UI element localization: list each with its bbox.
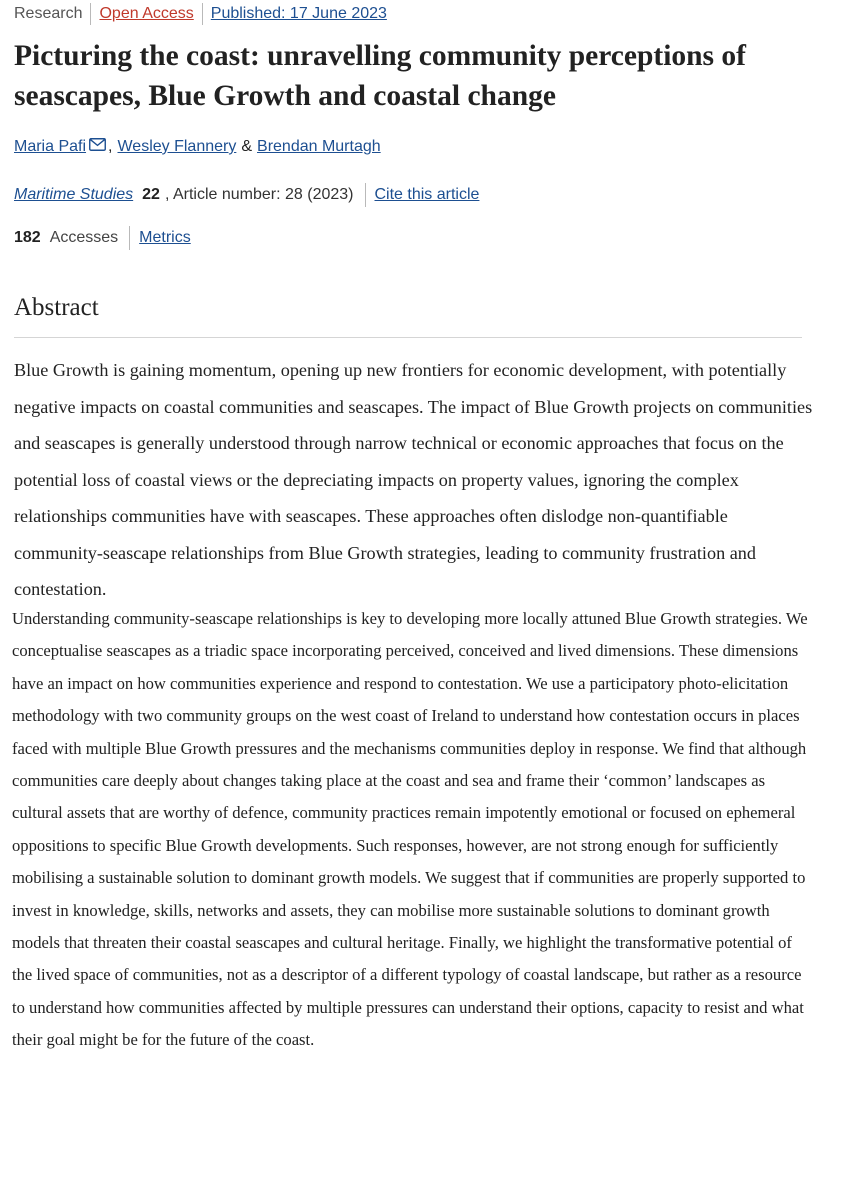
mail-icon[interactable] (89, 138, 106, 156)
metrics-line (14, 227, 191, 249)
author-ampersand: & (241, 138, 253, 155)
author-list (14, 138, 381, 156)
metrics-link[interactable]: Metrics (139, 229, 191, 246)
access-count: 182 (14, 229, 41, 246)
abstract-paragraph: Blue Growth is gaining momentum, opening up new frontiers for economic development, with potentially negative impacts on coastal communities and seascapes. The impact of Blue Growth projects on communities and seascapes is generally understood through narrow technical or economic approaches that focus on the potential loss of coastal views or the depreciating impacts on property values, ignoring the complex relationships communities have with seascapes. These approaches often dislodge non-quantifiable community-seascape relationships from Blue Growth strategies, leading to community frustration and contestation. (14, 360, 813, 599)
meta-divider (202, 3, 203, 25)
author-link[interactable]: Maria Pafi (14, 138, 87, 155)
metrics-divider (129, 226, 130, 250)
abstract-heading: Abstract (14, 294, 99, 321)
citation-line (14, 184, 479, 206)
meta-divider (90, 3, 91, 25)
open-access-link[interactable]: Open Access (99, 5, 194, 22)
author-link[interactable]: Brendan Murtagh (257, 138, 381, 155)
citation-divider (365, 183, 366, 207)
author-link[interactable]: Wesley Flannery (117, 138, 237, 155)
article-meta (14, 3, 387, 25)
author-separator: , (108, 138, 113, 155)
article-title: Picturing the coast: unravelling community perceptions of seascapes, Blue Growth and coastal change (14, 40, 746, 112)
article-number: , Article number: 28 (2023) (164, 186, 354, 203)
volume-number: 22 (142, 186, 160, 203)
journal-link[interactable]: Maritime Studies (14, 186, 134, 203)
access-label: Accesses (49, 229, 119, 246)
published-date-link[interactable]: Published: 17 June 2023 (210, 5, 387, 22)
abstract-paragraph: Understanding community-seascape relationships is key to developing more locally attuned Blue Growth strategies. We conceptualise seascapes as a triadic space incorporating perceived, conceived and lived dimensions. These dimensions have an impact on how communities experience and respond to contestation. We use a participatory photo-elicitation methodology with two community groups on the west coast of Ireland to understand how contestation occurs in places faced with multiple Blue Growth pressures and the mechanisms communities deploy in response. We find that although communities care deeply about changes taking place at the coast and sea and frame their ‘common’ landscapes as cultural assets that are worthy of defence, community practices remain impotently emotional or focused on ephemeral oppositions to specific Blue Growth developments. Such responses, however, are not strong enough for sufficiently mobilising a sustainable solution to dominant growth models. We suggest that if communities are properly supported to invest in knowledge, skills, networks and assets, they can mobilise more sustainable solutions to dominant growth models that threaten their coastal seascapes and cultural heritage. Finally, we highlight the transformative potential of the lived space of communities, not as a descriptor of a different typology of coastal landscape, but rather as a resource to understand how communities affected by multiple pressures can understand their options, capacity to resist and what their goal might be for the future of the coast. (12, 609, 808, 1050)
article-type: Research (14, 5, 83, 22)
cite-article-link[interactable]: Cite this article (374, 186, 480, 203)
section-divider (14, 337, 802, 338)
